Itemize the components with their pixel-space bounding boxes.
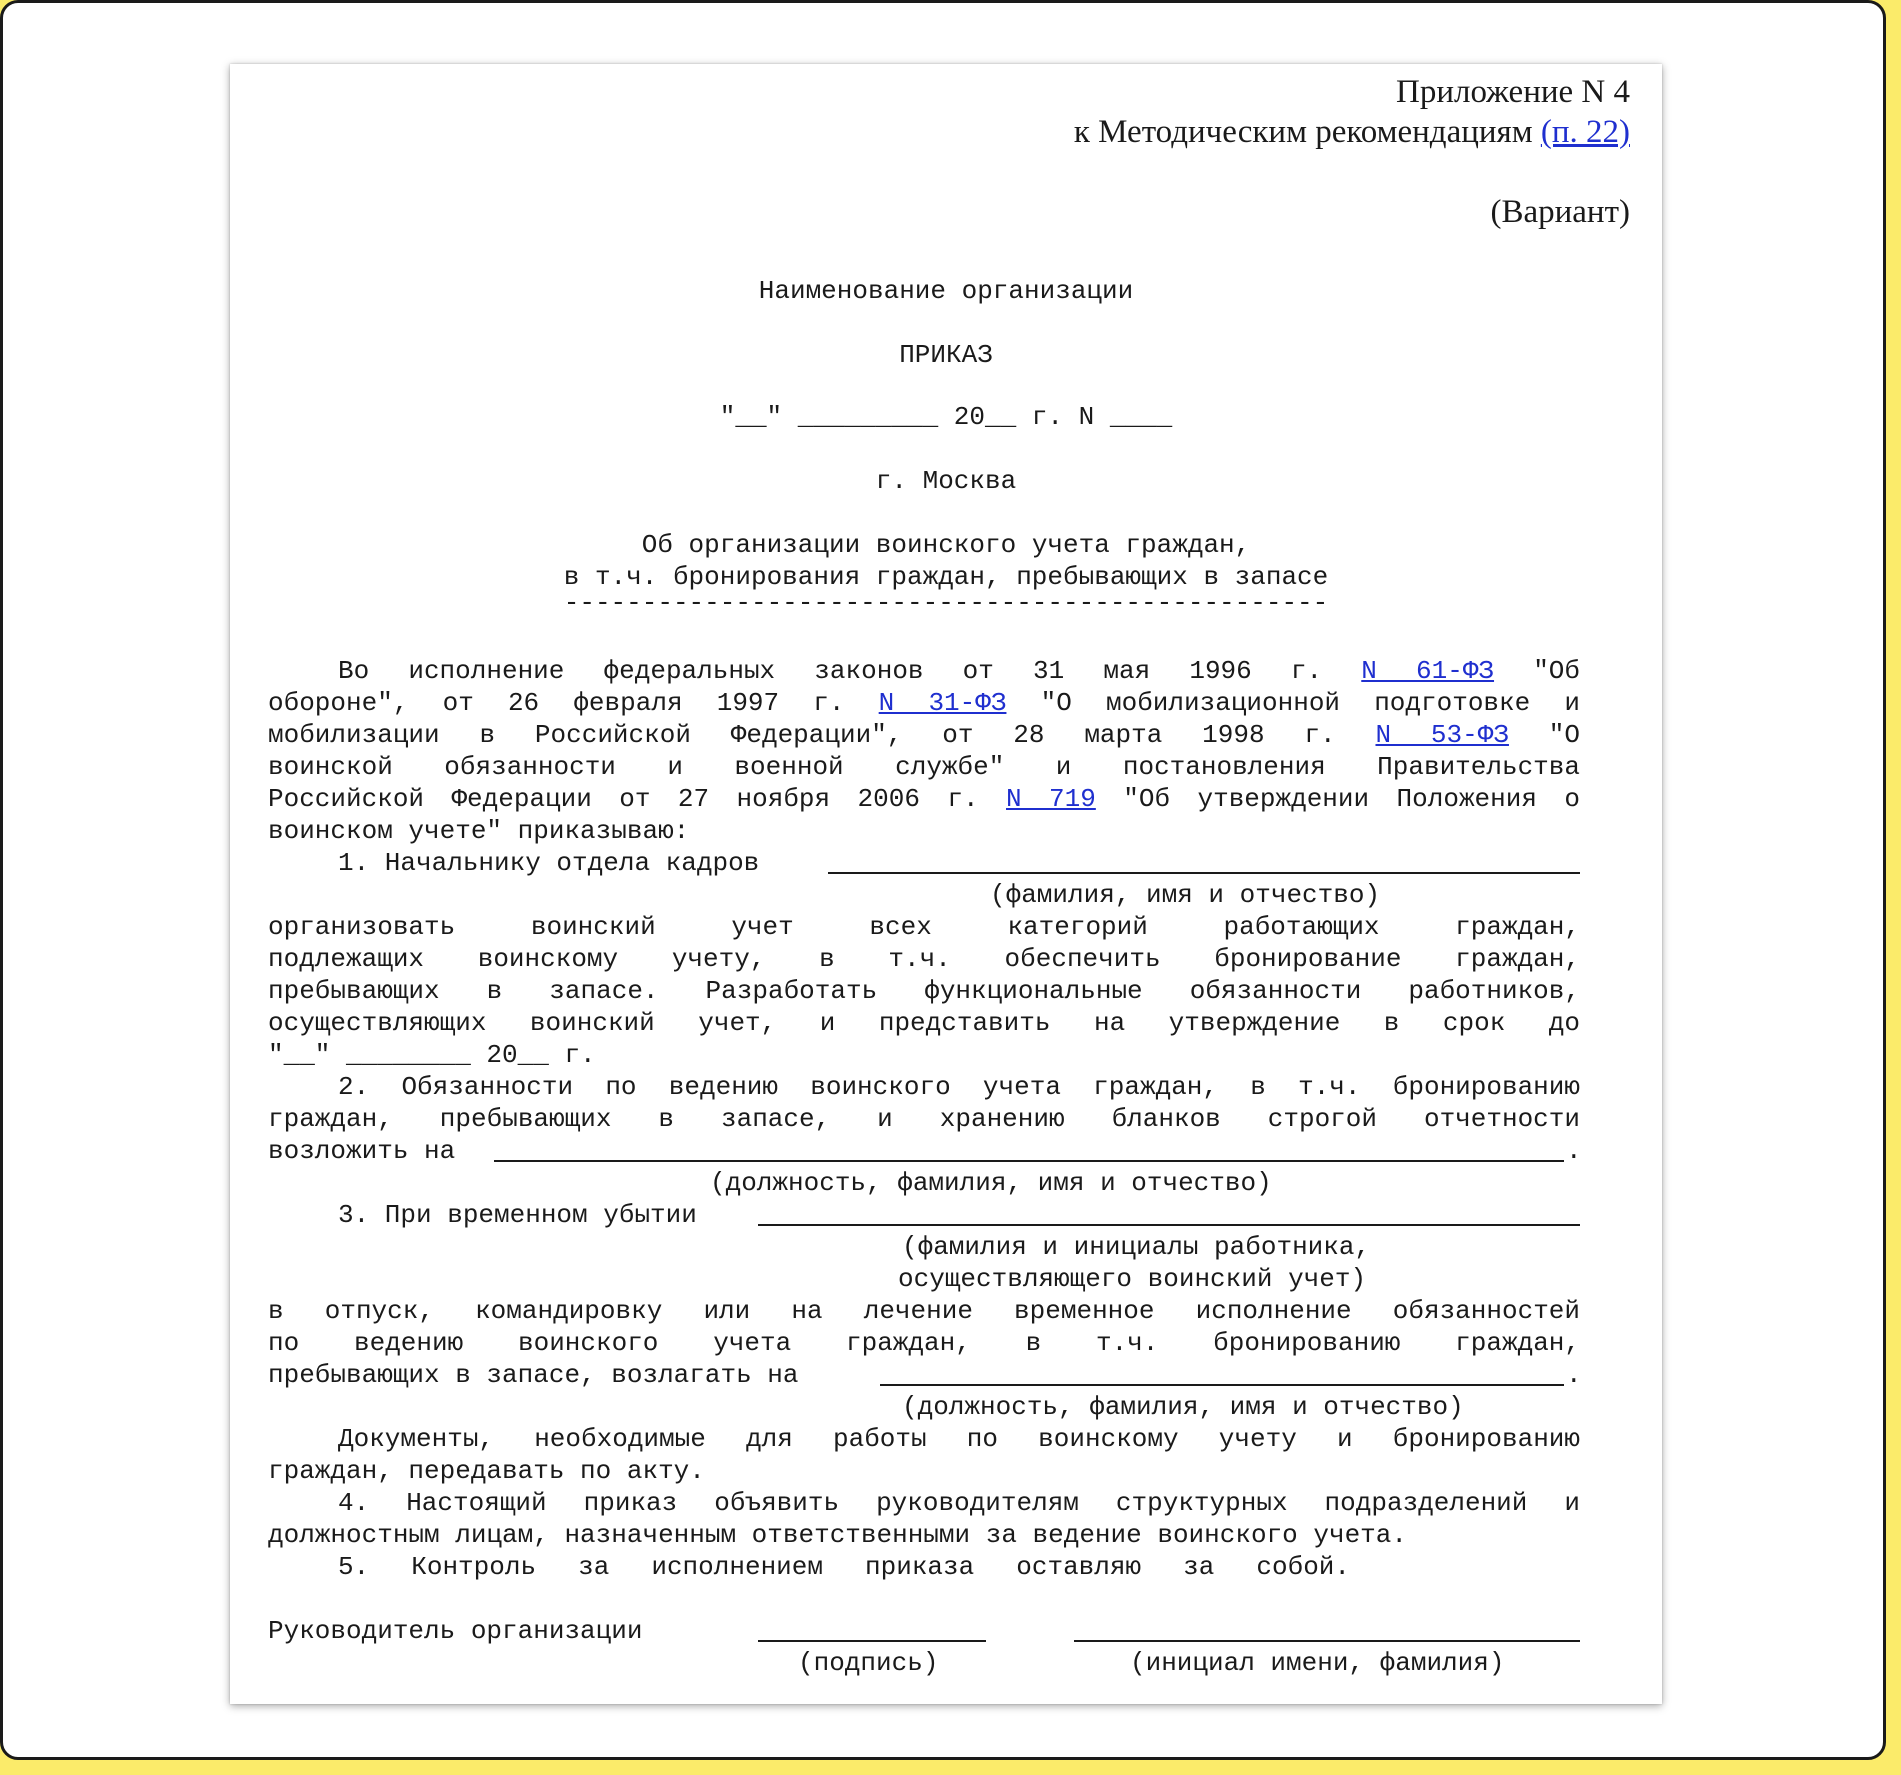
preamble-line-4: воинской обязанности и военной службе" и постановления Правительства [268,752,1580,782]
city: г. Москва [875,466,1017,496]
subject-line-2: в т.ч. бронирования граждан, пребывающих в запасе [563,562,1329,592]
preamble-line-5: Российской Федерации от 27 ноября 2006 г. N 719 "Об утверждении Положения о [268,784,1580,814]
item3-hint-3: (должность, фамилия, имя и отчество) [902,1392,1464,1422]
item3-line-4: Документы, необходимые для работы по воинскому учету и бронированию [338,1424,1580,1454]
item2-blank [494,1160,1564,1162]
item3-blank-1 [758,1224,1580,1226]
item1-line-4: осуществляющих воинский учет, и представить на утверждение в срок до [268,1008,1580,1038]
item1-line-5: "__" ________ 20__ г. [268,1040,596,1070]
subject-line-1: Об организации воинского учета граждан, [641,530,1251,560]
item2-line-2: граждан, пребывающих в запасе, и хранению бланков строгой отчетности [268,1104,1580,1134]
org-name: Наименование организации [758,276,1134,306]
item1-lead: 1. Начальнику отдела кадров [338,848,760,878]
item5-line-1: 5. Контроль за исполнением приказа оставляю за собой. [338,1552,1350,1582]
item3-hint-2: осуществляющего воинский учет) [898,1264,1367,1294]
item3-line-1: в отпуск, командировку или на лечение временное исполнение обязанностей [268,1296,1580,1326]
appendix-link[interactable]: (п. 22) [1540,114,1630,150]
item1-blank [828,872,1580,874]
subject-rule: ------------------------------------------------- [563,588,1329,618]
item3-lead: 3. При временном убытии [338,1200,697,1230]
item2-line-1: 2. Обязанности по ведению воинского учета граждан, в т.ч. бронированию [338,1072,1580,1102]
item1-line-3: пребывающих в запасе. Разработать функциональные обязанности работников, [268,976,1580,1006]
name-blank [1074,1640,1580,1642]
item2-hint: (должность, фамилия, имя и отчество) [710,1168,1272,1198]
appendix-title: Приложение N 4 [1396,74,1630,110]
order-date-line: "__" _________ 20__ г. N ____ [719,402,1173,432]
signature-blank [758,1640,986,1642]
signature-label: Руководитель организации [268,1616,643,1646]
variant-label: (Вариант) [1490,194,1630,230]
item3-dot: . [1566,1360,1582,1390]
item4-line-2: должностным лицам, назначенным ответственными за ведение воинского учета. [268,1520,1407,1550]
name-hint: (инициал имени, фамилия) [1130,1648,1505,1678]
item1-line-2: подлежащих воинскому учету, в т.ч. обеспечить бронирование граждан, [268,944,1580,974]
item2-dot: . [1566,1136,1582,1166]
decree-719-link[interactable]: N 719 [1006,784,1096,814]
item3-hint-1: (фамилия и инициалы работника, [902,1232,1371,1262]
law-53-link[interactable]: N 53-ФЗ [1375,720,1509,750]
preamble-line-1: Во исполнение федеральных законов от 31 мая 1996 г. N 61-ФЗ "Об [338,656,1580,686]
appendix-subtitle: к Методическим рекомендациям [1073,114,1533,150]
preamble-line-3: мобилизации в Российской Федерации", от 28 марта 1998 г. N 53-ФЗ "О [268,720,1581,750]
item4-line-1: 4. Настоящий приказ объявить руководителям структурных подразделений и [338,1488,1580,1518]
item1-hint: (фамилия, имя и отчество) [990,880,1381,910]
signature-hint: (подпись) [798,1648,939,1678]
preamble-line-6: воинском учете" приказываю: [268,816,690,846]
item3-line-2: по ведению воинского учета граждан, в т.ч. бронированию граждан, [268,1328,1580,1358]
item1-line-1: организовать воинский учет всех категорий работающих граждан, [268,912,1580,942]
preamble-line-2: обороне", от 26 февраля 1997 г. N 31-ФЗ "О мобилизационной подготовке и [268,688,1580,718]
order-title: ПРИКАЗ [899,340,993,370]
appendix-subtitle-row [800,114,1630,151]
item3-line-3: пребывающих в запасе, возлагать на [268,1360,799,1390]
law-61-link[interactable]: N 61-ФЗ [1361,656,1495,686]
item3-blank-2 [880,1384,1564,1386]
item3-line-5: граждан, передавать по акту. [268,1456,705,1486]
item2-line-3: возложить на [268,1136,456,1166]
law-31-link[interactable]: N 31-ФЗ [878,688,1007,718]
